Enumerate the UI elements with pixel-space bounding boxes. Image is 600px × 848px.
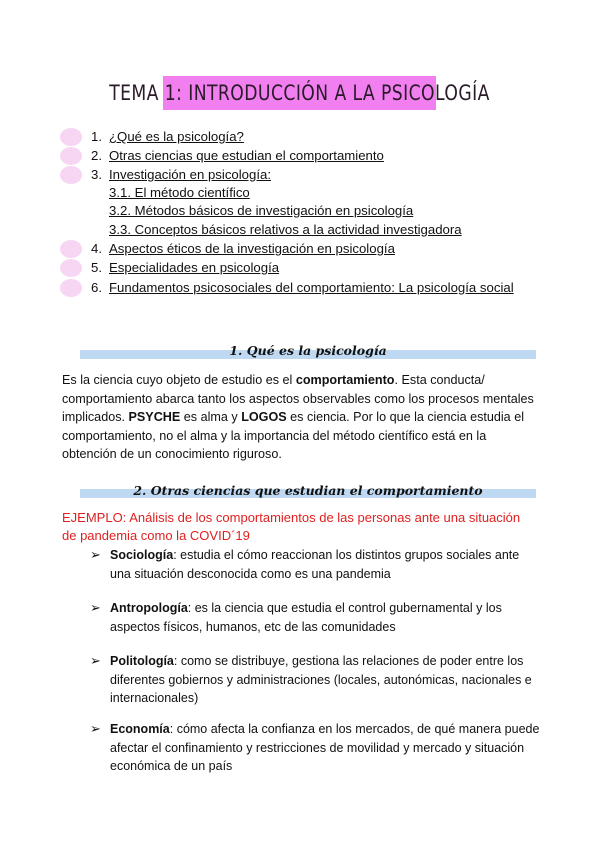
toc-link[interactable]: Investigación en psicología: <box>109 167 272 182</box>
example-text: EJEMPLO: Análisis de los comportamientos de las personas ante una situación de pandemia como la COVID´19 <box>62 510 521 543</box>
list-item: ➢ Politología: como se distribuye, gestiona las relaciones de poder entre los diferentes gobiernos y administraciones (locales, autonómicas, nacionales e internacionales) <box>90 653 532 705</box>
page-title: TEMA 1: INTRODUCCIÓN A LA PSICOLOGÍA <box>163 76 436 110</box>
arrow-bullet-icon: ➢ <box>90 600 101 615</box>
list-item: ➢ Antropología: es la ciencia que estudia el control gubernamental y los aspectos físicos, humanos, etc de las comunidades <box>90 600 502 634</box>
section-heading: 1. Qué es la psicología <box>229 343 387 358</box>
list-item: ➢ Sociología: estudia el cómo reaccionan los distintos grupos sociales ante una situación desconocida como es una pandemia <box>90 547 520 581</box>
section-paragraph: Es la ciencia cuyo objeto de estudio es el comportamiento. Esta conducta/ comportamiento abarca tanto los aspectos observables como los procesos mentales implicados. PSYCHE es alma y LOGOS es ciencia. Por lo que la ciencia estudia el comportamiento, no el alma y la importancia del método científico está en la obtención de un conocimiento riguroso. <box>62 373 534 461</box>
toc-link[interactable]: Especialidades en psicología <box>109 260 280 275</box>
toc-number: 5. <box>91 260 102 275</box>
toc-link[interactable]: 3.2. Métodos básicos de investigación en psicología <box>109 203 414 218</box>
bullet-dot <box>60 147 82 165</box>
toc-number: 4. <box>91 241 102 256</box>
toc-number: 6. <box>91 280 102 295</box>
arrow-bullet-icon: ➢ <box>90 653 101 668</box>
bullet-dot <box>60 279 82 297</box>
bullet-dot <box>60 240 82 258</box>
list-item: ➢ Economía: cómo afecta la confianza en los mercados, de qué manera puede afectar el confinamiento y restricciones de movilidad y mercado y situación económica de un país <box>90 721 540 773</box>
toc-link[interactable]: Aspectos éticos de la investigación en psicología <box>109 241 395 256</box>
section-heading: 2. Otras ciencias que estudian el comportamiento <box>133 483 483 498</box>
toc-number: 2. <box>91 148 102 163</box>
toc-number: 1. <box>91 129 102 144</box>
toc-link[interactable]: 3.1. El método científico <box>109 185 250 200</box>
toc-link[interactable]: 3.3. Conceptos básicos relativos a la actividad investigadora <box>109 222 462 237</box>
bullet-dot <box>60 259 82 277</box>
toc-link[interactable]: Fundamentos psicosociales del comportamiento: La psicología social <box>109 280 514 295</box>
arrow-bullet-icon: ➢ <box>90 721 101 736</box>
arrow-bullet-icon: ➢ <box>90 547 101 562</box>
bullet-dot <box>60 128 82 146</box>
bullet-dot <box>60 166 82 184</box>
toc-link[interactable]: ¿Qué es la psicología? <box>109 129 244 144</box>
toc-link[interactable]: Otras ciencias que estudian el comportamiento <box>109 148 384 163</box>
toc-number: 3. <box>91 167 102 182</box>
